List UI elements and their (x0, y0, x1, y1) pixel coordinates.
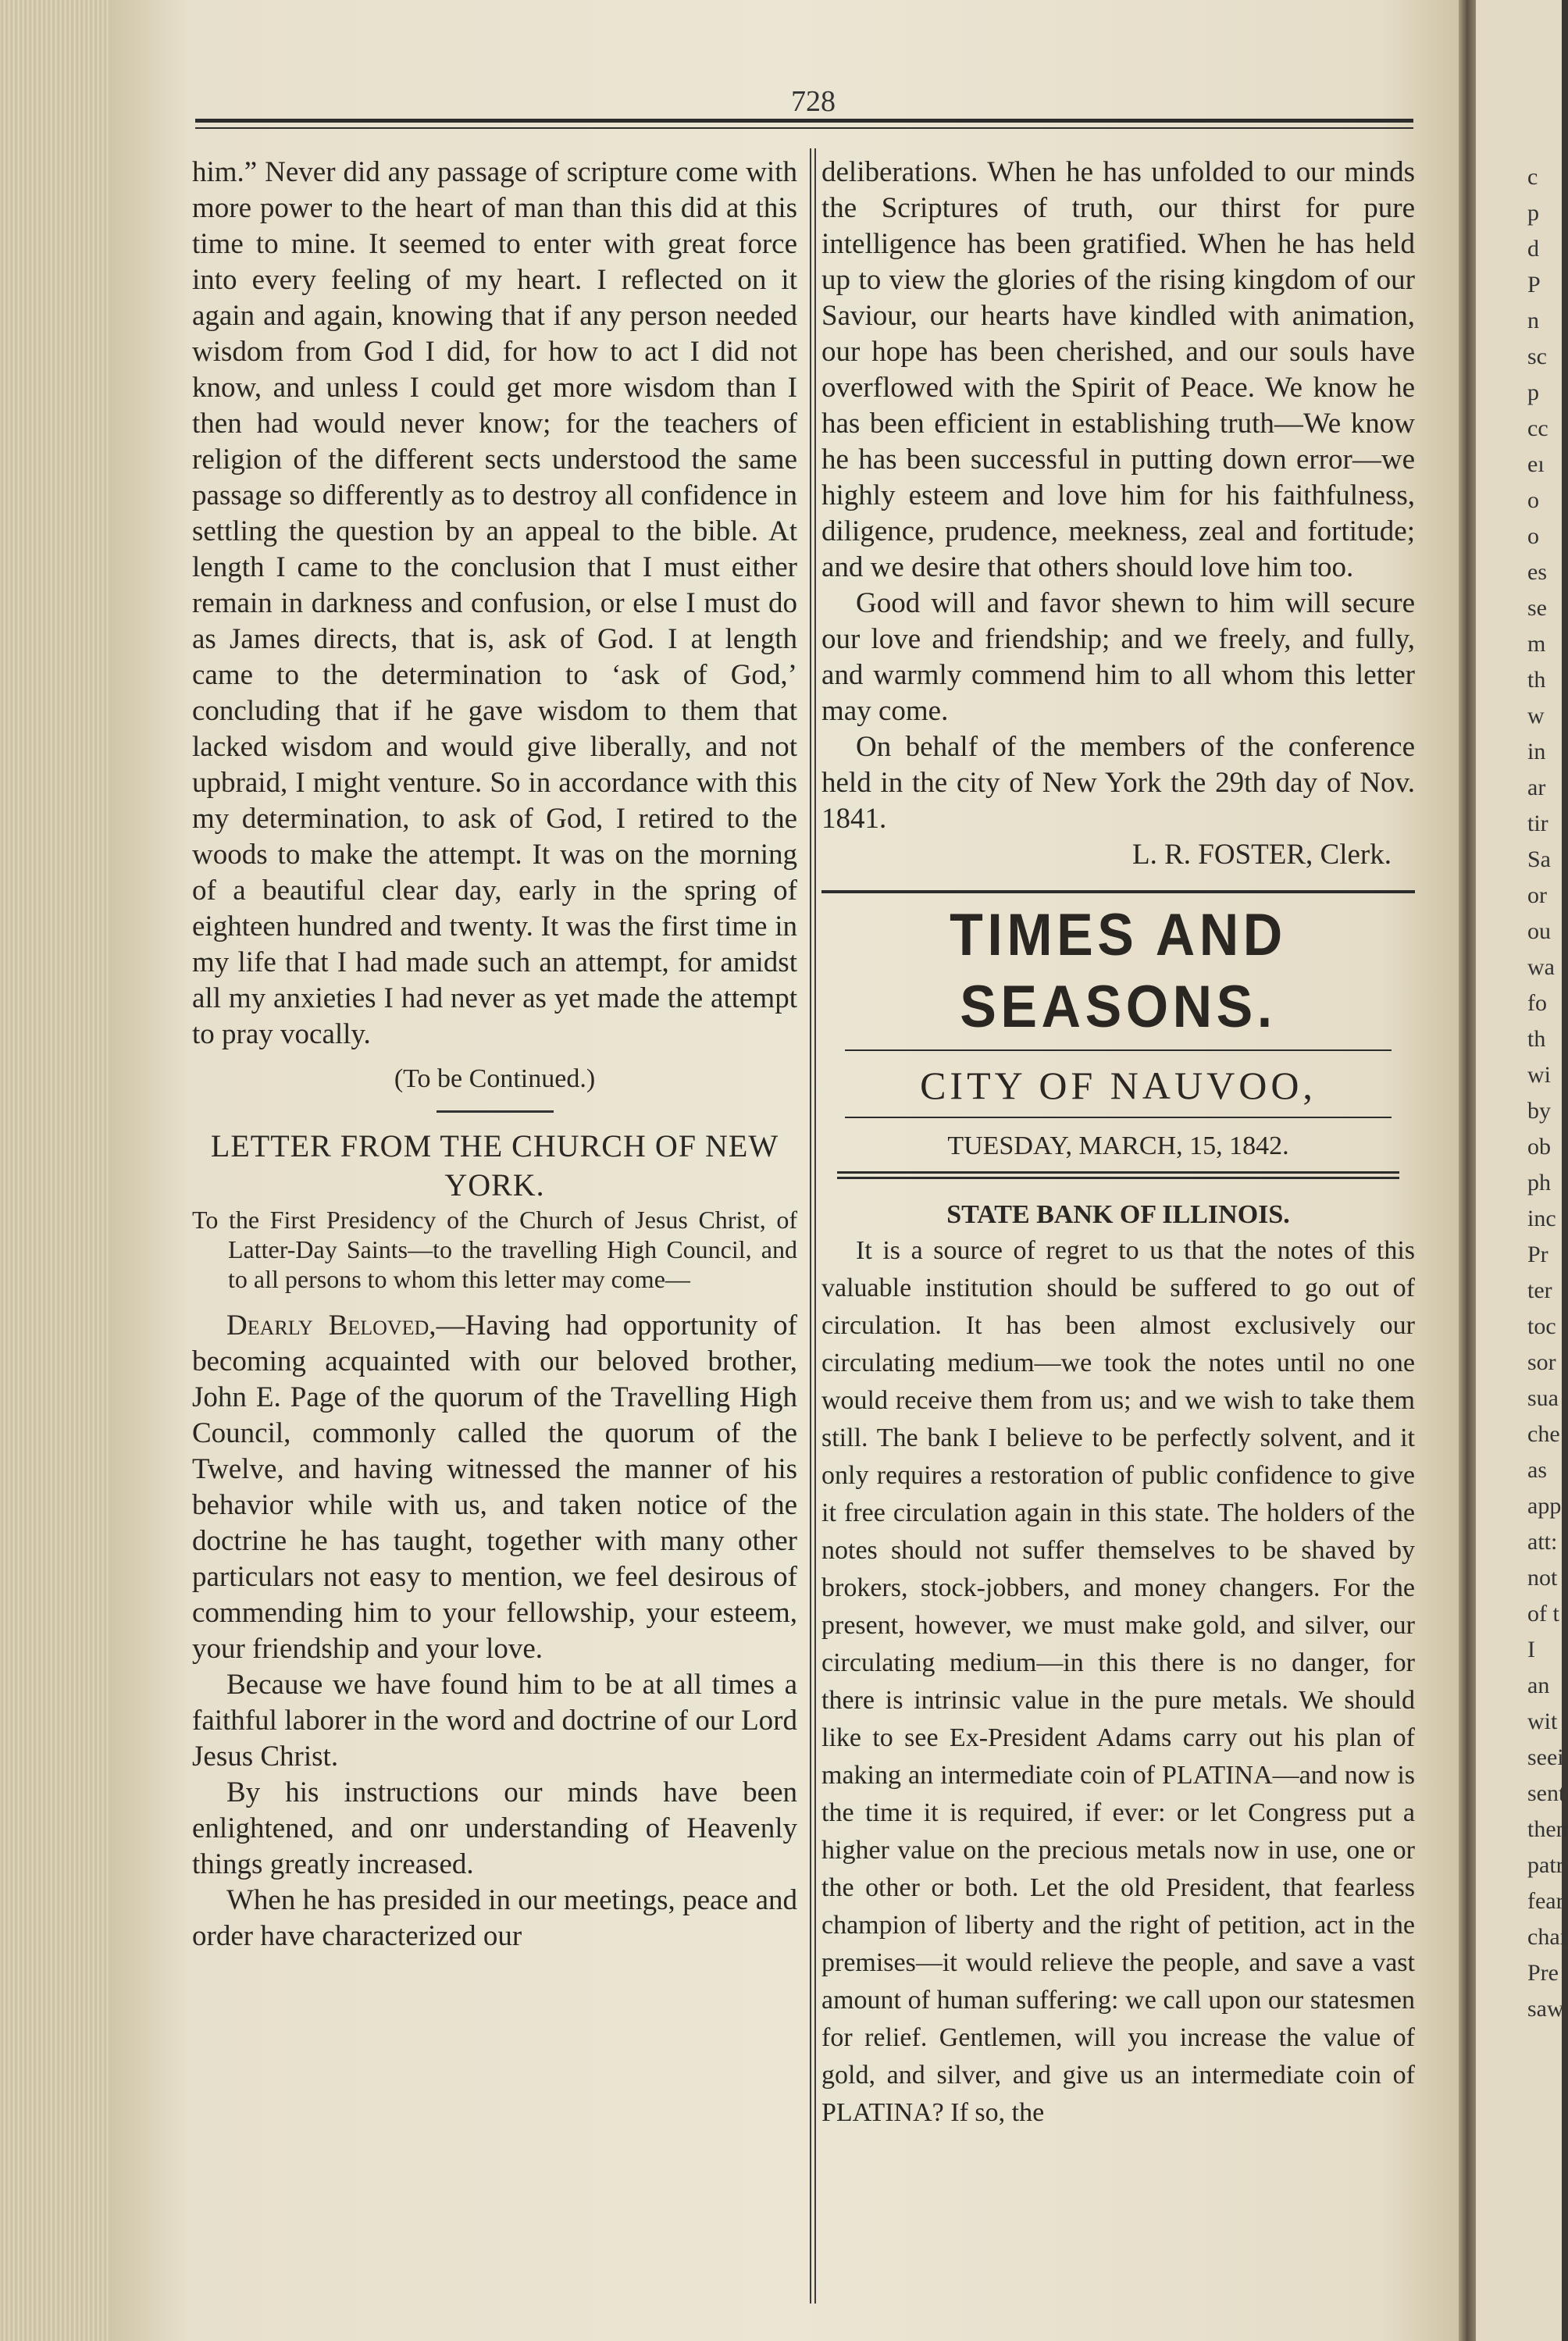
facing-page-fragment: then (1527, 1816, 1568, 1842)
facing-page (1476, 0, 1568, 2341)
facing-page-fragment: ob (1527, 1134, 1551, 1160)
facing-page-fragment: cc (1527, 415, 1548, 441)
date-rule (837, 1171, 1399, 1174)
facing-page-fragment: o (1527, 523, 1539, 549)
facing-page-fragment: es (1527, 559, 1547, 585)
facing-page-fragment: o (1527, 487, 1539, 513)
facing-page-fragment: c (1527, 164, 1538, 190)
facing-page-fragment: not (1527, 1565, 1558, 1591)
header-rule-thin (195, 127, 1413, 129)
editorial-title: STATE BANK OF ILLINOIS. (946, 1200, 1290, 1229)
right-column (821, 155, 1415, 2132)
facing-page-fragment: th (1527, 667, 1546, 693)
facing-page-fragment: in (1527, 739, 1546, 764)
facing-page-fragment: chai (1527, 1924, 1566, 1950)
facing-page-fragment: p (1527, 379, 1539, 405)
facing-page-fragment: toc (1527, 1313, 1556, 1339)
letter-paragraph: When he has presided in our meetings, peace and order have characterized our (192, 1884, 797, 1952)
facing-page-fragment: sua (1527, 1385, 1559, 1411)
letter-opening-smallcaps: Dearly Beloved, (226, 1309, 437, 1342)
masthead-title: TIMES AND SEASONS. (950, 902, 1287, 1040)
facing-page-fragment: ter (1527, 1277, 1552, 1303)
letter-paragraph: Good will and favor shewn to him will secure our love and friendship; and we freely, and fully, and warmly commend him to all whom this letter may come. (821, 587, 1415, 727)
facing-page-fragment: sent (1527, 1780, 1566, 1806)
date-rule-lower (837, 1177, 1399, 1179)
facing-page-fragment: n (1527, 308, 1539, 333)
facing-page-fragment: wa (1527, 954, 1555, 980)
facing-page-fragment: Pre (1527, 1960, 1559, 1986)
facing-page-fragment: tir (1527, 811, 1548, 836)
facing-page-fragment: che (1527, 1421, 1560, 1447)
letter-signature: L. R. FOSTER, Clerk. (1132, 839, 1392, 871)
facing-page-fragment: w (1527, 703, 1545, 729)
letter-salutation: To the First Presidency of the Church of Jesus Christ, of Latter-Day Saints—to the travelling High Council, and to all persons to whom this letter may come— (192, 1206, 797, 1293)
facing-page-fragment: eı (1527, 451, 1545, 477)
facing-page-fragment: Sa (1527, 846, 1551, 872)
masthead-rule (821, 890, 1415, 893)
facing-page-fragment: patr (1527, 1852, 1564, 1878)
facing-page-fragment: P (1527, 272, 1541, 298)
facing-page-fragment: an (1527, 1673, 1550, 1698)
column-divider-second (814, 148, 816, 2304)
column-divider (810, 148, 811, 2304)
letter-paragraph: deliberations. When he has unfolded to our minds the Scriptures of truth, our thirst for pure intelligence has been gratified. When he has held up to view the glories of the rising kingdom of our Saviour, our hearts have kindled with animation, our hope has been cherished, and our souls have overflowed with the Spirit of Peace. We know he has been efficient in establishing truth—We know he has been successful in putting down error—we highly esteem and love him for his faithfulness, diligence, prudence, meekness, zeal and fortitude; and we desire that others should love him too. (821, 156, 1415, 583)
masthead-city: CITY OF NAUVOO, (920, 1064, 1317, 1107)
letter-closing: On behalf of the members of the conference held in the city of New York the 29th day of Nov. 1841. (821, 731, 1415, 835)
facing-page-fragment: p (1527, 200, 1539, 226)
facing-page-fragment: app (1527, 1493, 1562, 1519)
facing-page-fragment: wi (1527, 1062, 1551, 1088)
editorial-text: It is a source of regret to us that the notes of this valuable institution should be suffered to go out of circulation. It has been almost exclusively our circulating medium—we took the notes until no one would receive them from us; and we wish to take them still. The bank I believe to be perfectly solvent, and it only requires a restoration of public confidence to give it free circulation again in this state. The holders of the notes should not suffer themselves to be shaved by brokers, stock-jobbers, and money changers. For the present, however, we must make gold, and silver, our circulating medium—in this there is no danger, for there is intrinsic value in the pure metals. We should like to see Ex-President Adams carry out his plan of making an intermediate coin of PLATINA—and now is the time it is required, if ever: or let Congress put a higher value on the precious metals now in use, one or the other or both. Let the old President, that fearless champion of liberty and the right of petition, act in the premises—it would relieve the people, and save a vast amount of human suffering: we call upon our statesmen for relief. Gentlemen, will you increase the value of gold, and silver, and give us an intermediate coin of PLATINA? If so, the (821, 1236, 1415, 2127)
facing-page-fragment: as (1527, 1457, 1547, 1483)
facing-page-fragment: saw (1527, 1996, 1564, 2022)
letter-paragraph: By his instructions our minds have been enlightened, and onr understanding of Heavenly things greatly increased. (192, 1776, 797, 1880)
letter-paragraph: Because we have found him to be at all times a faithful laborer in the word and doctrine of our Lord Jesus Christ. (192, 1669, 797, 1773)
facing-page-fragment: wit (1527, 1709, 1558, 1734)
book-gutter (1459, 0, 1476, 2341)
facing-page-fragment: d (1527, 236, 1539, 262)
facing-page-fragment: m (1527, 631, 1546, 657)
masthead-thin-rule (845, 1049, 1392, 1051)
facing-page-fragment: ph (1527, 1170, 1551, 1195)
page-number: 728 (791, 85, 836, 118)
facing-page-fragment: att: (1527, 1529, 1558, 1555)
to-be-continued-note: (To be Continued.) (394, 1064, 596, 1093)
facing-page-fragment: se (1527, 595, 1547, 621)
facing-page-fragment: fo (1527, 990, 1547, 1016)
facing-page-fragment: Pr (1527, 1242, 1548, 1267)
facing-page-fragment: fear (1527, 1888, 1564, 1914)
article-continuation-text: him.” Never did any passage of scripture come with more power to the heart of man than this did at this time to mine. It seemed to enter with great force into every feeling of my heart. I reflected on it again and again, knowing that if any person needed wisdom from God I did, for how to act I did not know, and unless I could get more wisdom than I then had would never know; for the teachers of religion of the different sects understood the same passage so differently as to destroy all confidence in settling the question by an appeal to the bible. At length I came to the conclusion that I must either remain in darkness and confusion, or else I must do as James directs, that is, ask of God. I at length came to the determination to ‘ask of God,’ concluding that if he gave wisdom to them that lacked wisdom and would give liberally, and not upbraid, I might venture. So in accordance with this my determination, to ask of God, I retired to the woods to make the attempt. It was on the morning of a beautiful clear day, early in the spring of eighteen hundred and twenty. It was the first time in my life that I had made such an attempt, for amidst all my anxieties I had never as yet made the attempt to pray vocally. (192, 156, 797, 1050)
facing-page-fragment: ou (1527, 918, 1551, 944)
facing-page-fragment: ar (1527, 775, 1546, 800)
facing-page-fragment: by (1527, 1098, 1551, 1124)
facing-page-fragment: I (1527, 1637, 1535, 1662)
facing-page-fragment: or (1527, 882, 1547, 908)
facing-page-fragment: th (1527, 1026, 1546, 1052)
facing-page-fragment: sor (1527, 1349, 1556, 1375)
facing-page-fragment: seei (1527, 1744, 1564, 1770)
section-separator (437, 1110, 554, 1113)
header-rule (195, 119, 1413, 123)
facing-page-fragment: sc (1527, 344, 1547, 369)
masthead-thin-rule (845, 1117, 1392, 1118)
letter-opening-rest: —Having had opportunity of becoming acquainted with our beloved brother, John E. Page of the quorum of the Travelling High Council, commonly called the quorum of the Twelve, and having witnessed the manner of his behavior while with us, and taken notice of the doctrine he has taught, together with many other particulars not easy to mention, we feel desirous of commending him to your fellowship, your esteem, your friendship and your love. (192, 1309, 798, 1665)
facing-page-fragment: inc (1527, 1206, 1556, 1231)
letter-title: LETTER FROM THE CHURCH OF NEW YORK. (210, 1128, 779, 1203)
masthead-date: TUESDAY, MARCH, 15, 1842. (947, 1131, 1289, 1160)
letter-opening-paragraph (192, 1308, 797, 1667)
book-page-edges (0, 0, 117, 2341)
left-column (192, 155, 797, 1954)
facing-page-fragment: of t (1527, 1601, 1559, 1627)
